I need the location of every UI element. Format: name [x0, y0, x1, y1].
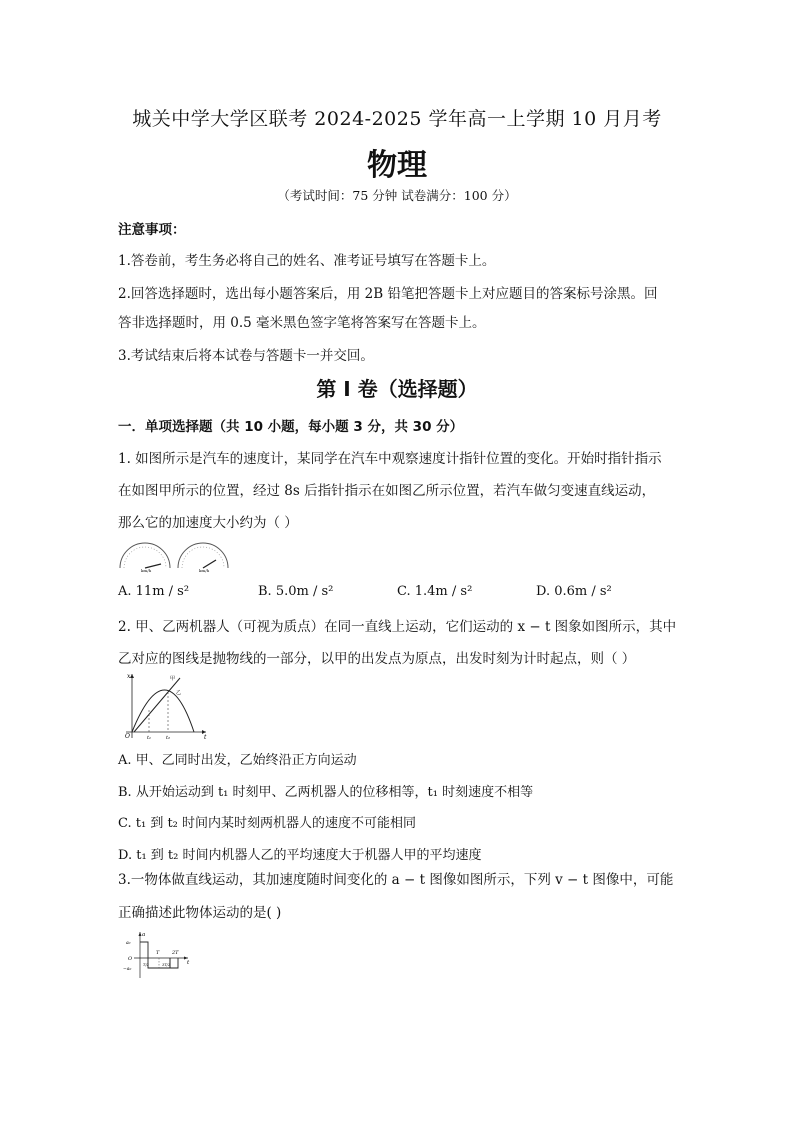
q1-option-a: A. 11m / s²: [118, 584, 190, 599]
q3-label-three-half-T: 3T/2: [162, 963, 170, 967]
q3-line-2: 正确描述此物体运动的是( ): [118, 905, 282, 921]
q2-option-b: B. 从开始运动到 t₁ 时刻甲、乙两机器人的位移相等，t₁ 时刻速度不相等: [118, 785, 534, 800]
note-item-2: 2.回答选择题时，选出每小题答案后，用 2B 铅笔把答题卡上对应题目的答案标号涂黑。回: [118, 286, 658, 302]
q1-line-3: 那么它的加速度大小约为（ ）: [118, 515, 298, 531]
note-item-3: 3.考试结束后将本试卷与答题卡一并交回。: [118, 348, 374, 364]
note-item-1: 1.答卷前，考生务必将自己的姓名、准考证号填写在答题卡上。: [118, 253, 496, 269]
q2-xt-graph: [118, 670, 210, 740]
q2-label-t1: t₁: [147, 735, 152, 740]
q2-axis-t: t: [204, 734, 207, 740]
q3-label-2T: 2T: [172, 950, 179, 956]
q2-option-d: D. t₁ 到 t₂ 时间内机器人乙的平均速度大于机器人甲的平均速度: [118, 848, 482, 863]
q3-label-T: T: [156, 950, 160, 956]
q2-origin: O: [125, 733, 130, 740]
q3-axis-a: a: [142, 932, 146, 938]
q3-label-neg-a0: −a₀: [123, 967, 132, 972]
speedometer-jia: [120, 543, 170, 573]
q2-line-1: 2. 甲、乙两机器人（可视为质点）在同一直线上运动，它们运动的 x − t 图象如图所示，其中: [118, 619, 677, 635]
q2-label-t2: t₂: [166, 735, 171, 740]
gauge-yi-unit: km/h: [199, 568, 210, 573]
q2-label-yi: 乙: [176, 690, 182, 696]
subject-title: 物理: [367, 148, 427, 183]
q3-label-half-T: T/2: [143, 963, 149, 967]
q1-option-b: B. 5.0m / s²: [258, 584, 334, 599]
section-title: 第 I 卷（选择题）: [316, 377, 478, 401]
q1-line-1: 1. 如图所示是汽车的速度计，某同学在汽车中观察速度计指针位置的变化。开始时指针指示: [118, 451, 662, 467]
q2-option-c: C. t₁ 到 t₂ 时间内某时刻两机器人的速度不可能相同: [118, 816, 417, 831]
q1-line-2: 在如图甲所示的位置，经过 8s 后指针指示在如图乙所示位置，若汽车做匀变速直线运动，: [118, 483, 656, 499]
exam-time-info: （考试时间：75 分钟 试卷满分：100 分）: [277, 188, 517, 203]
q1-option-d: D. 0.6m / s²: [536, 584, 612, 599]
q2-axis-x: x: [127, 673, 131, 680]
q3-line-1: 3.一物体做直线运动，其加速度随时间变化的 a − t 图像如图所示，下列 v − t 图像中，可能: [118, 872, 674, 888]
q3-axis-t: t: [187, 960, 190, 966]
exam-title: 城关中学大学区联考 2024-2025 学年高一上学期 10 月月考: [132, 108, 662, 130]
q3-at-graph: [118, 928, 194, 980]
q1-option-c: C. 1.4m / s²: [397, 584, 473, 599]
q2-option-a: A. 甲、乙同时出发，乙始终沿正方向运动: [118, 753, 357, 768]
q2-label-jia: 甲: [170, 676, 176, 682]
speedometer-yi: [178, 543, 228, 573]
q3-origin: O: [128, 956, 133, 962]
q3-label-a0: a₀: [126, 941, 131, 946]
section-subtitle: 一．单项选择题（共 10 小题，每小题 3 分，共 30 分）: [118, 419, 464, 435]
notes-heading: 注意事项：: [118, 222, 186, 238]
gauge-jia-unit: km/h: [141, 568, 152, 573]
speedometer-figure: [116, 532, 234, 574]
q2-line-2: 乙对应的图线是抛物线的一部分，以甲的出发点为原点，出发时刻为计时起点，则（ ）: [118, 651, 636, 667]
note-item-2-cont: 答非选择题时，用 0.5 毫米黑色签字笔将答案写在答题卡上。: [118, 315, 486, 331]
